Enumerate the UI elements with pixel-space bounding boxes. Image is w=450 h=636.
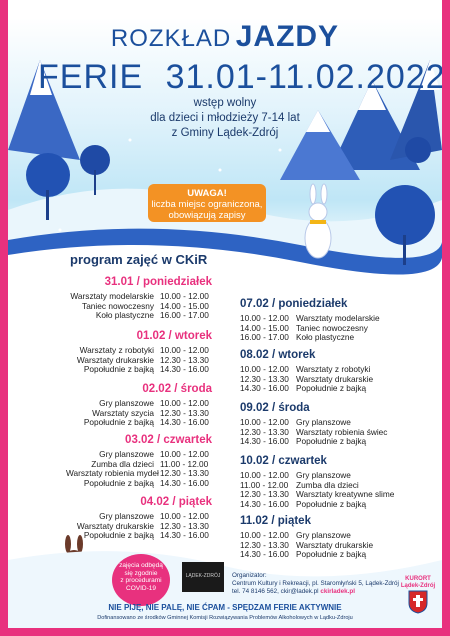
sub-line-1: wstęp wolny bbox=[193, 97, 257, 109]
activity-row bbox=[66, 311, 209, 321]
activity-row bbox=[66, 531, 209, 541]
kurort-line-1: KURORT bbox=[405, 576, 431, 582]
activity-name: Zumba dla dzieci bbox=[91, 458, 154, 469]
activity-name: Gry planszowe bbox=[99, 449, 154, 459]
day-activities bbox=[240, 531, 373, 560]
activity-name: Popołudnie z bajką bbox=[296, 436, 367, 447]
program-title: program zajęć w CKiR bbox=[70, 252, 208, 267]
activity-name: Popołudnie z bajką bbox=[83, 477, 154, 488]
activity-time: 14.30 - 16.00 bbox=[160, 417, 209, 428]
warning-title: UWAGA! bbox=[187, 188, 227, 199]
activity-time: 10.00 - 12.00 bbox=[160, 398, 209, 408]
activity-name: Popołudnie z bajką bbox=[83, 364, 154, 375]
activity-name: Taniec nowoczesny bbox=[82, 300, 154, 311]
organizer-info bbox=[232, 572, 399, 596]
day-activities bbox=[66, 346, 209, 375]
activity-time: 14.30 - 16.00 bbox=[240, 498, 289, 509]
footer-slogan: NIE PIJĘ, NIE PALĘ, NIE ĆPAM - SPĘDZAM FERIE AKTYWNIE bbox=[108, 603, 342, 612]
day-activities bbox=[66, 292, 209, 321]
activity-name: Gry planszowe bbox=[296, 417, 351, 427]
activity-time: 10.00 - 12.00 bbox=[160, 511, 209, 521]
sub-line-3: z Gminy Lądek-Zdrój bbox=[171, 127, 279, 139]
activity-time: 14.30 - 16.00 bbox=[240, 383, 289, 394]
title-rozklad: ROZKŁAD bbox=[110, 25, 232, 52]
activity-name: Warsztaty z robotyki bbox=[296, 364, 371, 374]
ferie-dates bbox=[38, 58, 446, 97]
activity-row bbox=[240, 550, 373, 560]
title-line bbox=[0, 20, 450, 54]
activity-name: Warsztaty drukarskie bbox=[76, 520, 154, 531]
activity-name: Warsztaty drukarskie bbox=[296, 539, 374, 550]
activity-time: 12.30 - 13.30 bbox=[160, 354, 209, 365]
ferie-label: FERIE bbox=[38, 58, 144, 96]
day-heading: 04.02 / piątek bbox=[140, 496, 212, 508]
activity-time: 14.30 - 16.00 bbox=[240, 436, 289, 447]
title-jazdy: JAZDY bbox=[235, 20, 340, 53]
organizer-web-link[interactable]: ckirladek.pl bbox=[320, 588, 355, 595]
day-activities bbox=[240, 365, 373, 394]
activity-name: Warsztaty modelarskie bbox=[296, 313, 380, 323]
activity-time: 14.30 - 16.00 bbox=[160, 477, 209, 488]
day-activities bbox=[240, 418, 387, 447]
badge-line-1: zajęcia odbędą bbox=[119, 562, 163, 569]
activity-time: 12.30 - 13.30 bbox=[240, 539, 289, 550]
kurort-line-2: Lądek-Zdrój bbox=[400, 583, 436, 589]
activity-time: 10.00 - 12.00 bbox=[160, 291, 209, 301]
day-heading: 02.02 / środa bbox=[142, 383, 212, 395]
activity-name: Warsztaty kreatywne slime bbox=[296, 489, 395, 500]
activity-time: 10.00 - 12.00 bbox=[160, 345, 209, 355]
activity-name: Warsztaty z robotyki bbox=[79, 345, 154, 355]
activity-row bbox=[240, 500, 394, 510]
warning-line-3: obowiązują zapisy bbox=[168, 210, 246, 221]
activity-time: 12.30 - 13.30 bbox=[240, 489, 289, 500]
day-activities bbox=[66, 450, 209, 488]
footer-funding: Dofinansowano ze środków Gminnej Komisji Rozwiązywania Problemów Alkoholowych w Lądku-Zdroju bbox=[97, 615, 353, 621]
organizer-label: Organizator: bbox=[232, 572, 267, 579]
activity-time: 12.30 - 13.30 bbox=[160, 520, 209, 531]
activity-row bbox=[240, 384, 373, 394]
kurort-logo bbox=[398, 576, 438, 590]
activity-name: Popołudnie z bajką bbox=[83, 530, 154, 541]
activity-name: Koło plastyczne bbox=[296, 332, 355, 343]
day-activities bbox=[240, 314, 380, 343]
activity-name: Gry planszowe bbox=[296, 470, 351, 480]
day-activities bbox=[240, 471, 394, 509]
activity-name: Warsztaty drukarskie bbox=[76, 354, 154, 365]
activity-time: 10.00 - 12.00 bbox=[160, 449, 209, 459]
day-heading: 11.02 / piątek bbox=[240, 515, 311, 527]
activity-name: Popołudnie z bajką bbox=[296, 549, 367, 560]
activity-time: 12.30 - 13.30 bbox=[160, 407, 209, 418]
activity-name: Koło plastyczne bbox=[95, 310, 154, 321]
activity-name: Warsztaty drukarskie bbox=[296, 373, 374, 384]
day-heading: 01.02 / wtorek bbox=[136, 330, 212, 342]
day-activities bbox=[66, 399, 209, 428]
activity-time: 10.00 - 12.00 bbox=[240, 530, 289, 540]
activity-row bbox=[66, 418, 209, 428]
activity-name: Warsztaty robienia mydeł bbox=[66, 468, 159, 479]
activity-row bbox=[240, 437, 387, 447]
activity-row bbox=[66, 365, 209, 375]
date-range: 31.01-11.02.2022 bbox=[165, 58, 446, 96]
organizer-contact: tel. 74 8146 562, ckir@ladek.pl bbox=[232, 588, 319, 595]
organizer-contact-line bbox=[232, 588, 399, 596]
activity-time: 14.30 - 16.00 bbox=[160, 530, 209, 541]
day-heading: 31.01 / poniedziałek bbox=[104, 276, 212, 288]
badge-line-2: się zgodnie bbox=[124, 569, 158, 577]
activity-time: 12.30 - 13.30 bbox=[240, 426, 289, 437]
activity-time: 12.30 - 13.30 bbox=[160, 468, 209, 479]
warning-line-2: liczba miejsc ograniczona, bbox=[151, 199, 263, 210]
activity-name: Warsztaty robienia świec bbox=[296, 426, 388, 437]
day-heading: 07.02 / poniedziałek bbox=[240, 298, 348, 310]
activity-name: Gry planszowe bbox=[99, 511, 154, 521]
day-heading: 03.02 / czwartek bbox=[125, 434, 212, 446]
activity-time: 14.30 - 16.00 bbox=[160, 364, 209, 375]
activity-row bbox=[240, 333, 380, 343]
activity-time: 10.00 - 12.00 bbox=[240, 364, 289, 374]
day-heading: 09.02 / środa bbox=[240, 402, 310, 414]
activity-name: Gry planszowe bbox=[99, 398, 154, 408]
activity-name: Taniec nowoczesny bbox=[296, 322, 368, 333]
activity-time: 11.00 - 12.00 bbox=[160, 458, 209, 469]
activity-time: 14.00 - 15.00 bbox=[160, 300, 209, 311]
activity-time: 10.00 - 12.00 bbox=[240, 313, 289, 323]
activity-name: Popołudnie z bajką bbox=[83, 417, 154, 428]
activity-name: Zumba dla dzieci bbox=[296, 479, 359, 490]
day-heading: 10.02 / czwartek bbox=[240, 455, 327, 467]
activity-time: 16.00 - 17.00 bbox=[160, 310, 209, 321]
organizer-logo: LĄDEK-ZDRÓJ bbox=[182, 562, 224, 592]
activity-row bbox=[66, 479, 209, 489]
activity-time: 12.30 - 13.30 bbox=[240, 373, 289, 384]
badge-line-3: z procedurami bbox=[120, 577, 162, 584]
activity-name: Gry planszowe bbox=[296, 530, 351, 540]
warning-box bbox=[148, 184, 266, 222]
activity-time: 10.00 - 12.00 bbox=[240, 417, 289, 427]
day-activities bbox=[66, 512, 209, 541]
activity-time: 11.00 - 12.00 bbox=[240, 479, 289, 490]
badge-line-4: COVID-19 bbox=[126, 584, 156, 592]
activity-name: Warsztaty modelarskie bbox=[70, 291, 154, 301]
activity-time: 14.00 - 15.00 bbox=[240, 322, 289, 333]
activity-time: 10.00 - 12.00 bbox=[240, 470, 289, 480]
bottom-strip bbox=[0, 628, 450, 636]
organizer-name: Centrum Kultury i Rekreacji, pl. Staromłyński 5, Lądek-Zdrój bbox=[232, 580, 399, 587]
day-heading: 08.02 / wtorek bbox=[240, 349, 316, 361]
activity-name: Popołudnie z bajką bbox=[296, 383, 367, 394]
activity-name: Popołudnie z bajką bbox=[296, 498, 367, 509]
activity-name: Warsztaty szycia bbox=[92, 407, 154, 418]
activity-time: 14.30 - 16.00 bbox=[240, 549, 289, 560]
covid-badge bbox=[112, 554, 170, 606]
activity-time: 16.00 - 17.00 bbox=[240, 332, 289, 343]
subtitle bbox=[0, 96, 450, 141]
sub-line-2: dla dzieci i młodzieży 7-14 lat bbox=[150, 112, 300, 124]
